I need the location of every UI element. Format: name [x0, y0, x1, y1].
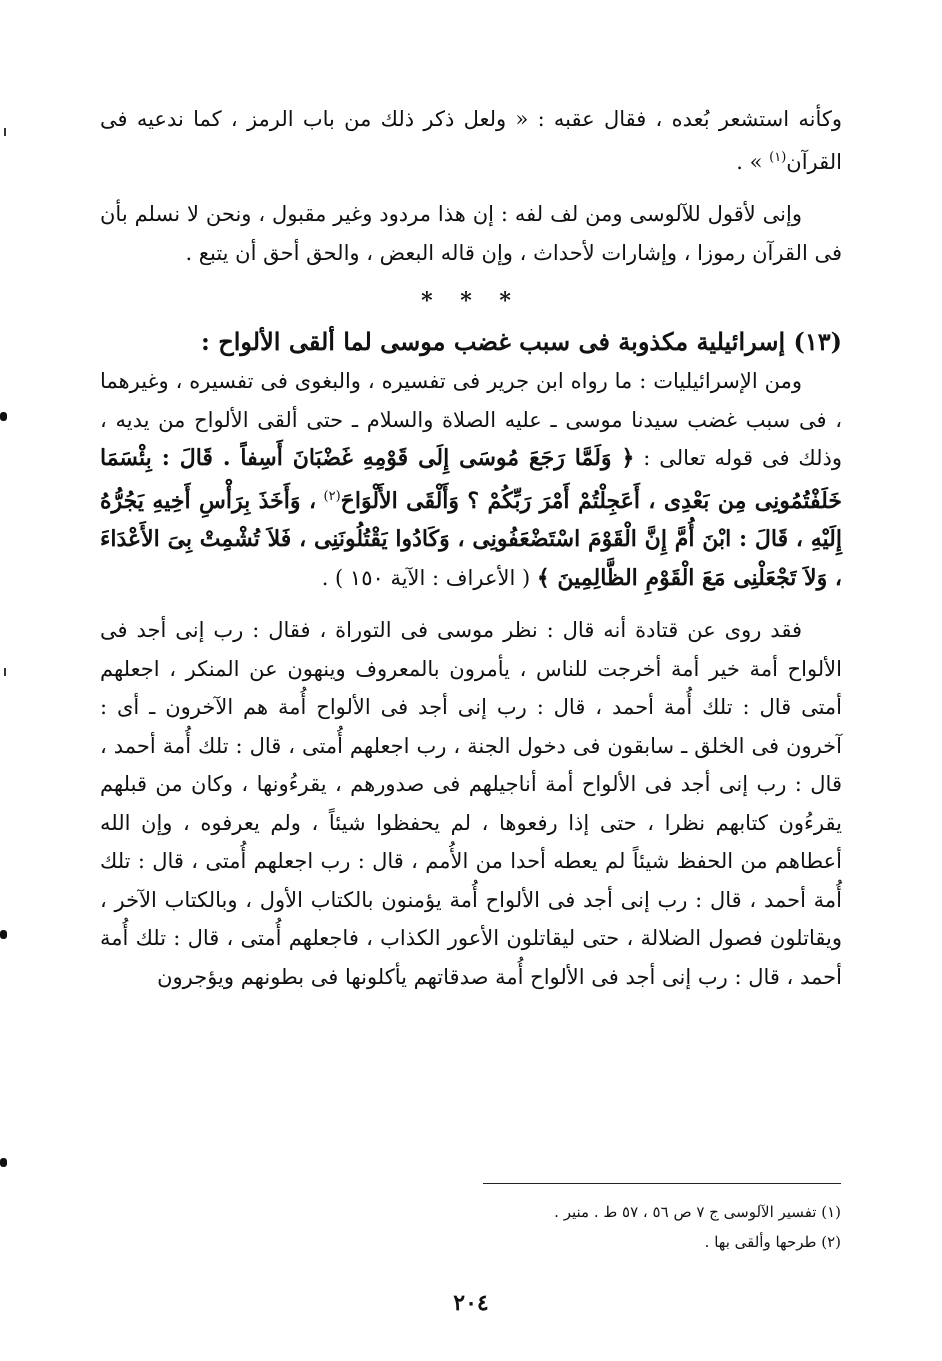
footnote-ref-1: (١) [769, 149, 787, 165]
page-number: ٢٠٤ [453, 1290, 489, 1316]
margin-mark [0, 1158, 7, 1167]
footnote-2: (٢) طرحها وألقى بها . [704, 1233, 841, 1251]
intro-end: » . [736, 149, 763, 174]
page-body [100, 100, 842, 996]
reply-paragraph: وإنى لأقول للآلوسى ومن لف لفه : إن هذا مردود وغير مقبول ، ونحن لا نسلم بأن فى القرآن رموزا ، وإشارات لأحداث ، وإن قاله البعض ، والحق أحق أن يتبع . [100, 202, 842, 265]
footnote-ref-2: (٢) [323, 488, 341, 504]
footnote-divider [483, 1183, 841, 1184]
narration-paragraph: فقد روى عن قتادة أنه قال : نظر موسى فى التوراة ، فقال : رب إنى أجد فى الألواح أمة خير أمة أخرجت للناس ، يأمرون بالمعروف وينهون عن المنكر ، اجعلهم أمتى قال : تلك أُمة أحمد ، قال : رب إنى أجد فى الألواح أُمة هم الآخرون ـ أى : آخرون فى الخلق ـ سابقون فى دخول الجنة ، رب اجعلهم أُمتى ، قال : تلك أُمة أحمد ، قال : رب إنى أجد فى الألواح أمة أناجيلهم فى صدورهم ، يقرءُونها ، وكان من قبلهم يقرءُون كتابهم نظرا ، حتى إذا رفعوها ، لم يحفظوا شيئاً ، ولم يعرفوه ، وإن الله أعطاهم من الحفظ شيئاً لم يعطه أحدا من الأُمم ، قال : رب اجعلهم أُمتى ، قال : تلك أُمة أحمد ، قال : رب إنى أجد فى الألواح أُمة يؤمنون بالكتاب الأول ، وبالكتاب الآخر ، ويقاتلون فصول الضلالة ، حتى ليقاتلون الأعور الكذاب ، فاجعلهم أُمتى ، قال : تلك أُمة أحمد ، قال : رب إنى أجد فى الألواح أُمة صدقاتهم يأكلونها فى بطونهم ويؤجرون [100, 618, 842, 989]
intro-paragraph [100, 100, 842, 181]
verse-citation: ( الأعراف : الآية ١٥٠ ) . [321, 565, 531, 590]
intro-text: وكأنه استشعر بُعده ، فقال عقبه : « ولعل ذكر ذلك من باب الرمز ، كما ندعيه فى القرآن [100, 107, 842, 174]
verse-part-1: ﴿ وَلَمَّا رَجَعَ مُوسَى إِلَى قَوْمِهِ غَضْبَانَ أَسِفاً . قَالَ : بِئْسَمَا خَلَفْتُمُونِى مِن بَعْدِى ، أَعَجِلْتُمْ أَمْرَ رَبِّكُمْ ؟ وَأَلْقَى الأَلْوَاحَ [100, 445, 842, 514]
margin-mark [4, 128, 6, 136]
margin-mark [4, 668, 6, 676]
margin-mark [0, 930, 7, 939]
section-body [100, 362, 842, 597]
section-separator: * * * [421, 288, 521, 314]
footnote-1: (١) تفسير الآلوسى ج ٧ ص ٥٦ ، ٥٧ ط . منير . [554, 1203, 841, 1221]
margin-mark [0, 412, 7, 421]
section-intro: ومن الإسرائيليات : ما رواه ابن جرير فى تفسيره ، والبغوى فى تفسيره ، وغيرهما ، فى سبب غضب سيدنا موسى ـ عليه الصلاة والسلام ـ حتى ألقى الألواح من يديه ، وذلك فى قوله تعالى : [100, 369, 843, 470]
section-heading: (١٣) إسرائيلية مكذوبة فى سبب غضب موسى لما ألقى الألواح : [201, 327, 842, 356]
verse-part-2: ، وَأَخَذَ بِرَأْسِ أَخِيهِ يَجُرُّهُ إِلَيْهِ ، قَالَ : ابْنَ أُمَّ إِنَّ الْقَوْمَ اسْتَضْعَفُونِى ، وَكَادُوا يَقْتُلُونَنِى ، فَلاَ تُشْمِتْ بِىَ الأَعْدَاءَ ، وَلاَ تَجْعَلْنِى مَعَ الْقَوْمِ الظَّالِمِينَ ﴾ [100, 487, 842, 591]
